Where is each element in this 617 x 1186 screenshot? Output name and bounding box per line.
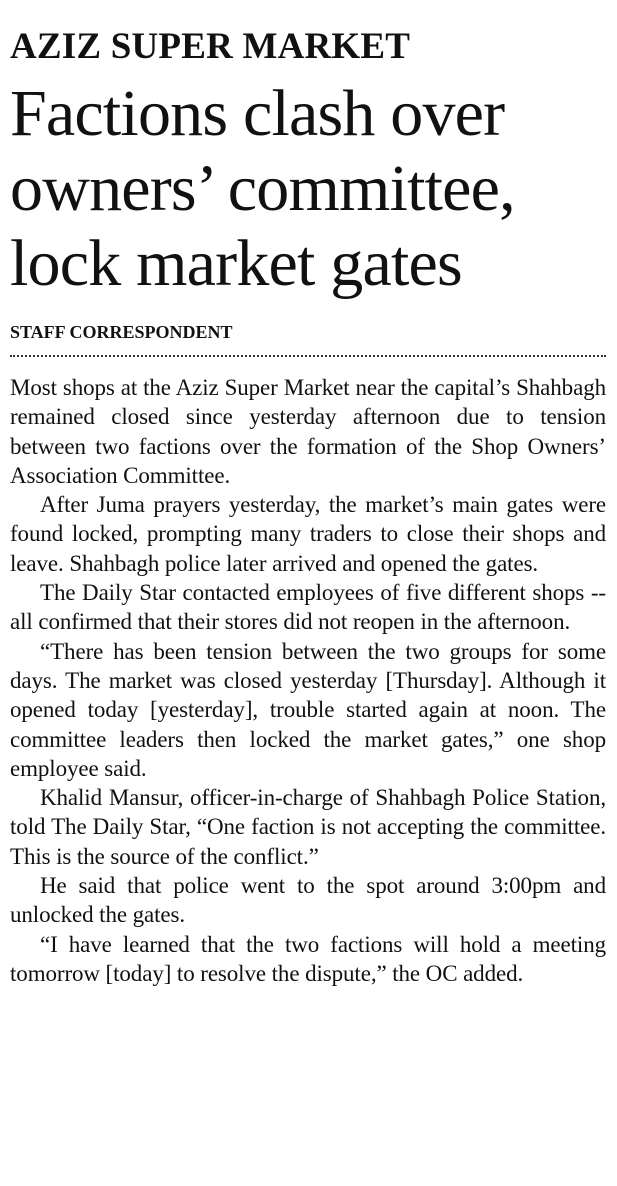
body-paragraph: Most shops at the Aziz Super Market near the capital’s Shahbagh remained closed since yesterday afternoon due to tension between two factions over the formation of the Shop Owners’ Association Committee. (10, 375, 606, 488)
body-paragraph: After Juma prayers yesterday, the market’s main gates were found locked, prompting many traders to close their shops and leave. Shahbagh police later arrived and opened the gates. (10, 492, 606, 576)
body-paragraph: The Daily Star contacted employees of five different shops -- all confirmed that their stores did not reopen in the afternoon. (10, 580, 606, 635)
section-kicker: AZIZ SUPER MARKET (10, 26, 411, 67)
body-paragraph: Khalid Mansur, officer-in-charge of Shahbagh Police Station, told The Daily Star, “One faction is not accepting the committee. This is the source of the conflict.” (10, 785, 606, 869)
byline: STAFF CORRESPONDENT (10, 322, 233, 342)
body-paragraph: “There has been tension between the two groups for some days. The market was closed yesterday [Thursday]. Although it opened today [yesterday], trouble started again at noon. The committee leaders then locked the market gates,” one shop employee said. (10, 638, 606, 781)
dotted-divider (10, 355, 606, 357)
headline: Factions clash over owners’ committee, lock market gates (10, 77, 515, 300)
article-body (10, 373, 606, 988)
body-paragraph: He said that police went to the spot around 3:00pm and unlocked the gates. (10, 873, 606, 928)
body-paragraph: “I have learned that the two factions will hold a meeting tomorrow [today] to resolve the dispute,” the OC added. (10, 931, 606, 986)
